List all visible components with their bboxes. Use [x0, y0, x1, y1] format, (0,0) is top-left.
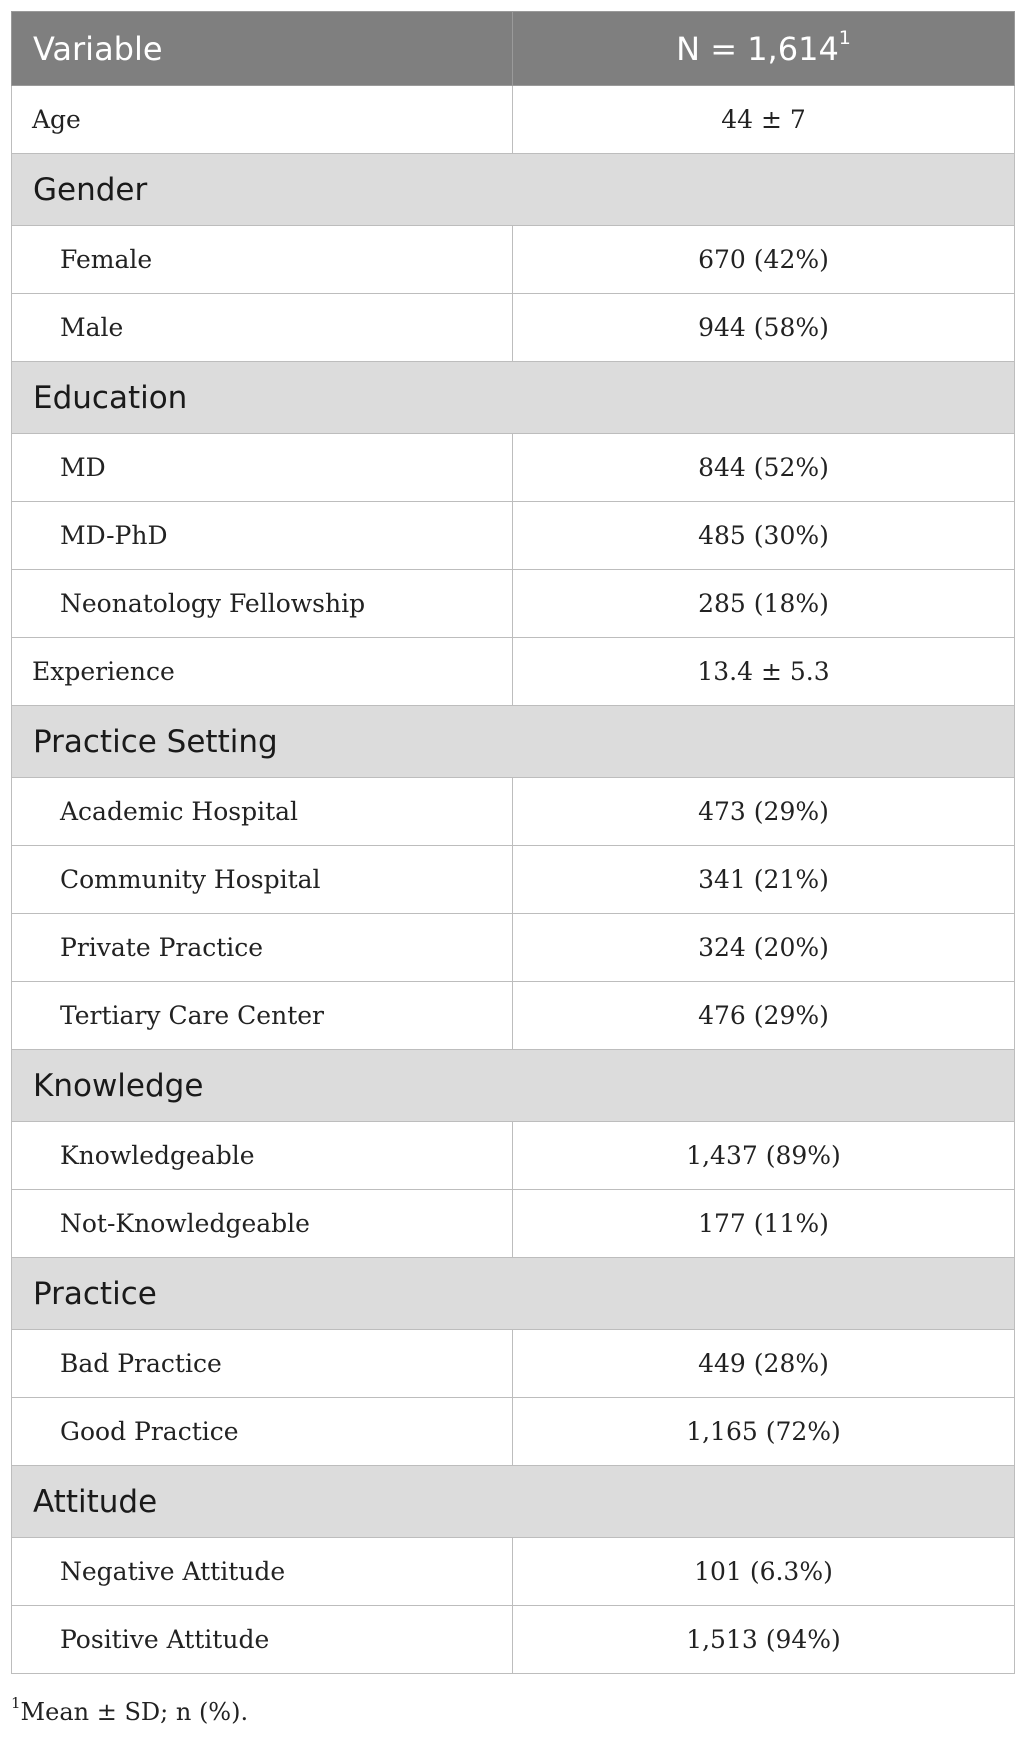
row-value: 13.4 ± 5.3: [513, 638, 1015, 706]
row-label: Tertiary Care Center: [12, 982, 513, 1050]
row-label: Positive Attitude: [12, 1606, 513, 1674]
row-label: Not-Knowledgeable: [12, 1190, 513, 1258]
group-label: Attitude: [12, 1466, 1015, 1538]
row-label: Neonatology Fellowship: [12, 570, 513, 638]
table-row: [12, 1330, 1015, 1398]
row-label: Knowledgeable: [12, 1122, 513, 1190]
group-label: Education: [12, 362, 1015, 434]
table-body: [12, 86, 1015, 1674]
table-footnote: [11, 1694, 249, 1726]
table-row: [12, 1122, 1015, 1190]
row-value: 844 (52%): [513, 434, 1015, 502]
table-row: [12, 1398, 1015, 1466]
table-row: [12, 294, 1015, 362]
table-row: [12, 982, 1015, 1050]
group-label: Practice: [12, 1258, 1015, 1330]
row-value: 1,165 (72%): [513, 1398, 1015, 1466]
table-row: [12, 502, 1015, 570]
row-label: Male: [12, 294, 513, 362]
row-label: Bad Practice: [12, 1330, 513, 1398]
header-n-label: N = 1,614: [676, 29, 839, 68]
characteristics-table: [11, 11, 1015, 1674]
header-footnote-marker: 1: [838, 26, 851, 49]
row-value: 101 (6.3%): [513, 1538, 1015, 1606]
row-value: 449 (28%): [513, 1330, 1015, 1398]
table-row: [12, 638, 1015, 706]
group-label: Knowledge: [12, 1050, 1015, 1122]
row-label: Community Hospital: [12, 846, 513, 914]
table-row: [12, 434, 1015, 502]
row-value: 485 (30%): [513, 502, 1015, 570]
row-value: 944 (58%): [513, 294, 1015, 362]
row-value: 285 (18%): [513, 570, 1015, 638]
row-label: Academic Hospital: [12, 778, 513, 846]
row-value: 177 (11%): [513, 1190, 1015, 1258]
row-value: 341 (21%): [513, 846, 1015, 914]
row-label: Good Practice: [12, 1398, 513, 1466]
table-row: [12, 914, 1015, 982]
row-value: 1,437 (89%): [513, 1122, 1015, 1190]
group-header-row: [12, 1466, 1015, 1538]
group-header-row: [12, 1258, 1015, 1330]
row-label: MD-PhD: [12, 502, 513, 570]
group-label: Gender: [12, 154, 1015, 226]
row-value: 670 (42%): [513, 226, 1015, 294]
row-value: 324 (20%): [513, 914, 1015, 982]
header-variable: Variable: [12, 12, 513, 86]
row-label: Private Practice: [12, 914, 513, 982]
table-row: [12, 1606, 1015, 1674]
row-label: Age: [12, 86, 513, 154]
table-row: [12, 778, 1015, 846]
table-row: [12, 1190, 1015, 1258]
group-label: Practice Setting: [12, 706, 1015, 778]
group-header-row: [12, 362, 1015, 434]
row-value: 473 (29%): [513, 778, 1015, 846]
group-header-row: [12, 154, 1015, 226]
group-header-row: [12, 706, 1015, 778]
table-row: [12, 570, 1015, 638]
group-header-row: [12, 1050, 1015, 1122]
row-value: 1,513 (94%): [513, 1606, 1015, 1674]
table-row: [12, 86, 1015, 154]
table-header-row: [12, 12, 1015, 86]
row-label: MD: [12, 434, 513, 502]
table-row: [12, 846, 1015, 914]
footnote-text: Mean ± SD; n (%).: [20, 1698, 249, 1726]
row-label: Female: [12, 226, 513, 294]
table-row: [12, 1538, 1015, 1606]
footnote-marker: 1: [11, 1694, 21, 1712]
row-value: 476 (29%): [513, 982, 1015, 1050]
table-row: [12, 226, 1015, 294]
header-n: [513, 12, 1015, 86]
row-label: Negative Attitude: [12, 1538, 513, 1606]
row-label: Experience: [12, 638, 513, 706]
row-value: 44 ± 7: [513, 86, 1015, 154]
